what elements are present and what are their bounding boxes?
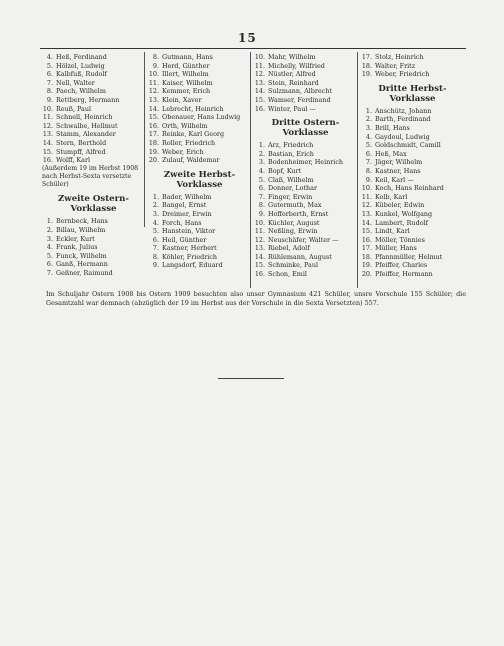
list-item xyxy=(148,122,251,131)
entry-number: 14. xyxy=(254,87,265,96)
student-name: Gaydoul, Ludwig xyxy=(375,132,430,141)
list-item xyxy=(148,148,251,157)
list-item xyxy=(254,253,357,262)
student-name: Gutmann, Hans xyxy=(162,53,213,61)
student-name: Obenauer, Hans Ludwig xyxy=(162,113,241,122)
header-rule xyxy=(40,48,466,49)
entry-number: 8. xyxy=(365,166,372,175)
list-item xyxy=(361,227,464,236)
entry-number: 16. xyxy=(254,270,265,279)
list-item xyxy=(42,62,145,71)
list-item xyxy=(148,139,251,148)
entry-number: 15. xyxy=(254,95,265,104)
student-name: Frank, Julius xyxy=(56,243,98,252)
list-item xyxy=(148,227,251,236)
entry-number: 15. xyxy=(361,227,372,236)
list-item xyxy=(254,62,357,71)
student-name: Funck, Wilhelm xyxy=(56,251,107,260)
entry-number: 11. xyxy=(254,227,265,236)
entry-number: 9. xyxy=(365,175,372,184)
list-item xyxy=(42,70,145,79)
entry-number: 9. xyxy=(46,95,53,104)
entry-number: 4. xyxy=(46,53,53,61)
entry-number: 7. xyxy=(152,244,159,253)
entry-number: 5. xyxy=(46,251,53,260)
entry-number: 12. xyxy=(148,87,159,96)
list-item xyxy=(361,184,464,193)
entry-number: 12. xyxy=(254,70,265,79)
entry-number: 4. xyxy=(152,218,159,227)
entry-number: 20. xyxy=(148,156,159,165)
student-name: Sulzmann, Albrecht xyxy=(268,87,332,96)
list-item xyxy=(254,150,357,159)
name-column-2 xyxy=(148,53,251,270)
student-name: Kastner, Herbert xyxy=(162,244,217,253)
list-item xyxy=(148,70,251,79)
student-name: Schminke, Paul xyxy=(268,261,318,270)
list-item xyxy=(148,113,251,122)
list-item xyxy=(254,79,357,88)
list-item xyxy=(361,70,464,79)
entry-number: 10. xyxy=(361,184,372,193)
list-item xyxy=(361,167,464,176)
student-name: Goldschmidt, Camill xyxy=(375,141,441,150)
entry-number: 10. xyxy=(254,218,265,227)
list-item xyxy=(42,156,145,165)
entry-number: 15. xyxy=(254,261,265,270)
student-name: Wamser, Ferdinand xyxy=(268,95,331,104)
list-item xyxy=(361,115,464,124)
list-item xyxy=(148,62,251,71)
student-name: Zulauf, Waldemar xyxy=(162,156,220,165)
entry-number: 1. xyxy=(258,141,265,150)
list-item xyxy=(148,210,251,219)
student-name: Neßling, Erwin xyxy=(268,227,318,236)
student-name: Kalbfuß, Rudolf xyxy=(56,70,107,79)
entry-number: 17. xyxy=(361,53,372,61)
list-item xyxy=(42,79,145,88)
name-column-1 xyxy=(42,53,145,277)
entry-number: 13. xyxy=(254,78,265,87)
student-name: Stumpff, Alfred xyxy=(56,147,106,156)
entry-number: 8. xyxy=(152,252,159,261)
student-name: Kolb, Karl xyxy=(375,192,408,201)
entry-number: 16. xyxy=(254,104,265,113)
list-item xyxy=(42,96,145,105)
student-name: Lebrecht, Heinrich xyxy=(162,104,224,113)
entry-number: 17. xyxy=(361,244,372,253)
student-name: Nell, Walter xyxy=(56,78,95,87)
list-item xyxy=(254,105,357,114)
entry-number: 16. xyxy=(361,235,372,244)
entry-number: 5. xyxy=(152,227,159,236)
student-name: Bastian, Erich xyxy=(268,149,314,158)
student-name: Keil, Karl — xyxy=(375,175,414,184)
list-item xyxy=(42,243,145,252)
student-name: Pfeiffer, Hermann xyxy=(375,270,433,279)
student-name: Stern, Berthold xyxy=(56,138,107,147)
list-item xyxy=(361,261,464,270)
entry-number: 5. xyxy=(46,61,53,70)
student-name: Forch, Hans xyxy=(162,218,202,227)
entry-number: 14. xyxy=(254,252,265,261)
list-item xyxy=(42,260,145,269)
entry-number: 14. xyxy=(361,218,372,227)
list-item xyxy=(254,227,357,236)
student-name: Herd, Günther xyxy=(162,61,210,70)
list-item xyxy=(254,270,357,279)
student-name: Lambert, Rudolf xyxy=(375,218,428,227)
entry-number: 13. xyxy=(148,95,159,104)
list-item xyxy=(361,219,464,228)
list-item xyxy=(361,53,464,62)
list-item xyxy=(254,176,357,185)
list-item xyxy=(42,130,145,139)
entry-number: 7. xyxy=(46,78,53,87)
list-item xyxy=(42,252,145,261)
entry-number: 6. xyxy=(46,260,53,269)
summary-paragraph: Im Schuljahr Ostern 1908 bis Ostern 1909 besuchten also unser Gymnasium 421 Schüler, unsre Vorschule 155 Schüler; die Gesamtzahl war demnach (abzüglich der 19 im Herbst aus der Vorschule in die Sexta Versetzten) 557. xyxy=(46,290,466,307)
entry-number: 19. xyxy=(361,261,372,270)
student-name: Kaiser, Wilhelm xyxy=(162,78,213,87)
entry-number: 4. xyxy=(365,132,372,141)
entry-number: 13. xyxy=(361,209,372,218)
list-item xyxy=(254,184,357,193)
list-item xyxy=(254,141,357,150)
student-name: Reinke, Karl Georg xyxy=(162,130,225,139)
list-item xyxy=(361,150,464,159)
list-item xyxy=(254,261,357,270)
note-text: (Außerdem 19 im Herbst 1908 nach Herbst-Sexta versetzte Schüler) xyxy=(42,164,139,189)
entry-number: 11. xyxy=(148,78,159,87)
student-name: Schnell, Heinrich xyxy=(56,113,113,122)
class-heading: Dritte Herbst-Vorklasse xyxy=(378,83,447,104)
student-name: Langsdorf, Eduard xyxy=(162,261,223,270)
student-name: Riebel, Adolf xyxy=(268,244,310,253)
list-item xyxy=(148,201,251,210)
list-item xyxy=(148,96,251,105)
list-item xyxy=(254,53,357,62)
class-heading: Zweite Herbst-Vorklasse xyxy=(163,169,236,190)
list-item xyxy=(254,219,357,228)
entry-number: 5. xyxy=(365,141,372,150)
entry-number: 1. xyxy=(365,106,372,115)
student-name: Möller, Tönnies xyxy=(375,235,425,244)
student-name: Pfannmüller, Helmut xyxy=(375,252,443,261)
student-name: Küchler, August xyxy=(268,218,320,227)
entry-number: 2. xyxy=(152,201,159,210)
student-name: Walter, Fritz xyxy=(375,61,416,70)
student-name: Geßner, Raimund xyxy=(56,268,113,277)
student-name: Orth, Wilhelm xyxy=(162,121,208,130)
list-item xyxy=(361,141,464,150)
entry-number: 18. xyxy=(361,252,372,261)
student-name: Kunkel, Wolfgang xyxy=(375,209,433,218)
list-item xyxy=(361,62,464,71)
student-name: Dreimer, Erwin xyxy=(162,209,212,218)
entry-number: 7. xyxy=(365,158,372,167)
entry-number: 1. xyxy=(46,217,53,226)
list-item xyxy=(148,253,251,262)
entry-number: 16. xyxy=(148,121,159,130)
list-item xyxy=(254,236,357,245)
student-name: Gutermuth, Max xyxy=(268,201,322,210)
list-item xyxy=(42,122,145,131)
list-item xyxy=(361,193,464,202)
entry-number: 7. xyxy=(258,192,265,201)
list-item xyxy=(254,201,357,210)
student-name: Eckler, Kurt xyxy=(56,234,95,243)
student-name: Michelly, Wilfried xyxy=(268,61,325,70)
list-item xyxy=(361,133,464,142)
student-name: Hölzel, Ludwig xyxy=(56,61,105,70)
entry-number: 19. xyxy=(361,70,372,79)
entry-number: 18. xyxy=(148,138,159,147)
list-item xyxy=(254,210,357,219)
list-item xyxy=(254,167,357,176)
student-name: Paech, Wilhelm xyxy=(56,87,106,96)
student-name: Lindt, Karl xyxy=(375,227,410,236)
list-item xyxy=(42,226,145,235)
entry-number: 18. xyxy=(361,61,372,70)
student-name: Mahr, Wilhelm xyxy=(268,53,316,61)
list-item xyxy=(42,53,145,62)
entry-number: 6. xyxy=(152,235,159,244)
class-heading: Dritte Ostern-Vorklasse xyxy=(271,118,340,139)
entry-number: 12. xyxy=(42,121,53,130)
list-item xyxy=(254,244,357,253)
list-item xyxy=(361,236,464,245)
student-name: Finger, Erwin xyxy=(268,192,313,201)
student-name: Bangel, Ernst xyxy=(162,201,207,210)
entry-number: 4. xyxy=(258,166,265,175)
list-item xyxy=(42,139,145,148)
entry-number: 12. xyxy=(254,235,265,244)
student-name: Stamm, Alexander xyxy=(56,130,116,139)
entry-number: 4. xyxy=(46,243,53,252)
student-name: Anschütz, Johann xyxy=(375,106,432,115)
student-name: Bodenheimer, Heinrich xyxy=(268,158,344,167)
student-name: Klein, Xaver xyxy=(162,95,202,104)
list-item xyxy=(361,158,464,167)
list-item xyxy=(148,87,251,96)
entry-number: 6. xyxy=(365,149,372,158)
student-name: Heß, Ferdinand xyxy=(56,53,107,61)
student-name: Stein, Reinhard xyxy=(268,78,319,87)
entry-number: 17. xyxy=(148,130,159,139)
student-name: Hanstein, Viktor xyxy=(162,227,216,236)
entry-number: 3. xyxy=(258,158,265,167)
list-item xyxy=(148,53,251,62)
list-item xyxy=(361,124,464,133)
student-name: Köhler, Friedrich xyxy=(162,252,218,261)
student-name: Reuß, Paul xyxy=(56,104,92,113)
list-item xyxy=(42,217,145,226)
list-item xyxy=(254,70,357,79)
student-name: Illert, Wilhelm xyxy=(162,70,209,79)
entry-number: 9. xyxy=(152,61,159,70)
student-name: Weber, Friedrich xyxy=(375,70,430,79)
name-column-3 xyxy=(254,53,357,279)
list-item xyxy=(254,193,357,202)
entry-number: 14. xyxy=(42,138,53,147)
entry-number: 3. xyxy=(152,209,159,218)
student-name: Heß, Max xyxy=(375,149,407,158)
list-item xyxy=(42,87,145,96)
student-name: Donner, Lothar xyxy=(268,184,318,193)
list-item xyxy=(361,201,464,210)
student-name: Heil, Günther xyxy=(162,235,207,244)
entry-number: 11. xyxy=(361,192,372,201)
student-name: Weber, Erich xyxy=(162,147,204,156)
list-item xyxy=(254,158,357,167)
list-item xyxy=(148,130,251,139)
student-name: Billau, Wilhelm xyxy=(56,225,106,234)
entry-number: 20. xyxy=(361,270,372,279)
student-name: Schwalbe, Hellmut xyxy=(56,121,118,130)
page-number: 15 xyxy=(238,31,257,45)
entry-number: 7. xyxy=(46,268,53,277)
student-name: Kastner, Hans xyxy=(375,166,421,175)
list-item xyxy=(42,105,145,114)
list-item xyxy=(148,156,251,165)
entry-number: 6. xyxy=(46,70,53,79)
student-name: Rühlemann, August xyxy=(268,252,332,261)
student-name: Neuschäfer, Walter — xyxy=(268,235,339,244)
student-name: Hofferberth, Ernst xyxy=(268,209,329,218)
student-name: Brill, Hans xyxy=(375,123,410,132)
entry-number: 8. xyxy=(46,87,53,96)
entry-number: 10. xyxy=(148,70,159,79)
student-name: Kübeler, Edwin xyxy=(375,201,425,210)
student-name: Ganß, Hermann xyxy=(56,260,108,269)
student-name: Jäger, Wilhelm xyxy=(375,158,423,167)
list-item xyxy=(148,261,251,270)
entry-number: 9. xyxy=(258,209,265,218)
list-item xyxy=(254,96,357,105)
student-name: Wolff, Karl xyxy=(56,156,91,165)
entry-number: 10. xyxy=(42,104,53,113)
student-name: Claß, Wilhelm xyxy=(268,175,314,184)
entry-number: 11. xyxy=(254,61,265,70)
entry-number: 10. xyxy=(254,53,265,61)
entry-number: 1. xyxy=(152,192,159,201)
entry-number: 13. xyxy=(42,130,53,139)
entry-number: 13. xyxy=(254,244,265,253)
entry-number: 6. xyxy=(258,184,265,193)
entry-number: 14. xyxy=(148,104,159,113)
entry-number: 12. xyxy=(361,201,372,210)
entry-number: 15. xyxy=(148,113,159,122)
list-item xyxy=(42,148,145,157)
closing-rule xyxy=(218,378,284,379)
student-name: Rettberg, Hermann xyxy=(56,95,120,104)
column-separator xyxy=(357,52,358,288)
list-item xyxy=(361,107,464,116)
student-name: Winter, Paul — xyxy=(268,104,316,113)
list-item xyxy=(361,253,464,262)
list-item xyxy=(42,235,145,244)
student-name: Kemmer, Erich xyxy=(162,87,211,96)
student-name: Roller, Friedrich xyxy=(162,138,216,147)
student-name: Barth, Ferdinand xyxy=(375,115,431,124)
list-item xyxy=(148,219,251,228)
student-name: Bernbeck, Hans xyxy=(56,217,108,226)
entry-number: 5. xyxy=(258,175,265,184)
list-item xyxy=(361,176,464,185)
list-item xyxy=(148,105,251,114)
student-name: Bopf, Kurt xyxy=(268,166,302,175)
list-item xyxy=(42,113,145,122)
name-column-4 xyxy=(361,53,464,279)
entry-number: 15. xyxy=(42,147,53,156)
class-heading: Zweite Ostern-Vorklasse xyxy=(58,194,129,215)
student-name: Nüstler, Alfred xyxy=(268,70,316,79)
entry-number: 2. xyxy=(365,115,372,124)
student-name: Stolz, Heinrich xyxy=(375,53,424,61)
list-item xyxy=(148,79,251,88)
entry-number: 16. xyxy=(42,156,53,165)
student-name: Koch, Hans Reinhard xyxy=(375,184,444,193)
student-name: Arz, Friedrich xyxy=(268,141,314,150)
list-item xyxy=(254,87,357,96)
list-item xyxy=(361,270,464,279)
list-item xyxy=(148,193,251,202)
entry-number: 2. xyxy=(258,149,265,158)
entry-number: 8. xyxy=(258,201,265,210)
student-name: Müller, Hans xyxy=(375,244,417,253)
list-item xyxy=(361,244,464,253)
list-item xyxy=(42,269,145,278)
entry-number: 9. xyxy=(152,261,159,270)
list-item xyxy=(361,210,464,219)
entry-number: 3. xyxy=(46,234,53,243)
entry-number: 8. xyxy=(152,53,159,61)
student-name: Schon, Emil xyxy=(268,270,307,279)
entry-number: 2. xyxy=(46,225,53,234)
student-name: Bader, Wilhelm xyxy=(162,192,212,201)
list-item xyxy=(148,244,251,253)
entry-number: 19. xyxy=(148,147,159,156)
entry-number: 11. xyxy=(42,113,53,122)
student-name: Pfeiffer, Charles xyxy=(375,261,428,270)
list-item xyxy=(148,236,251,245)
entry-number: 3. xyxy=(365,123,372,132)
